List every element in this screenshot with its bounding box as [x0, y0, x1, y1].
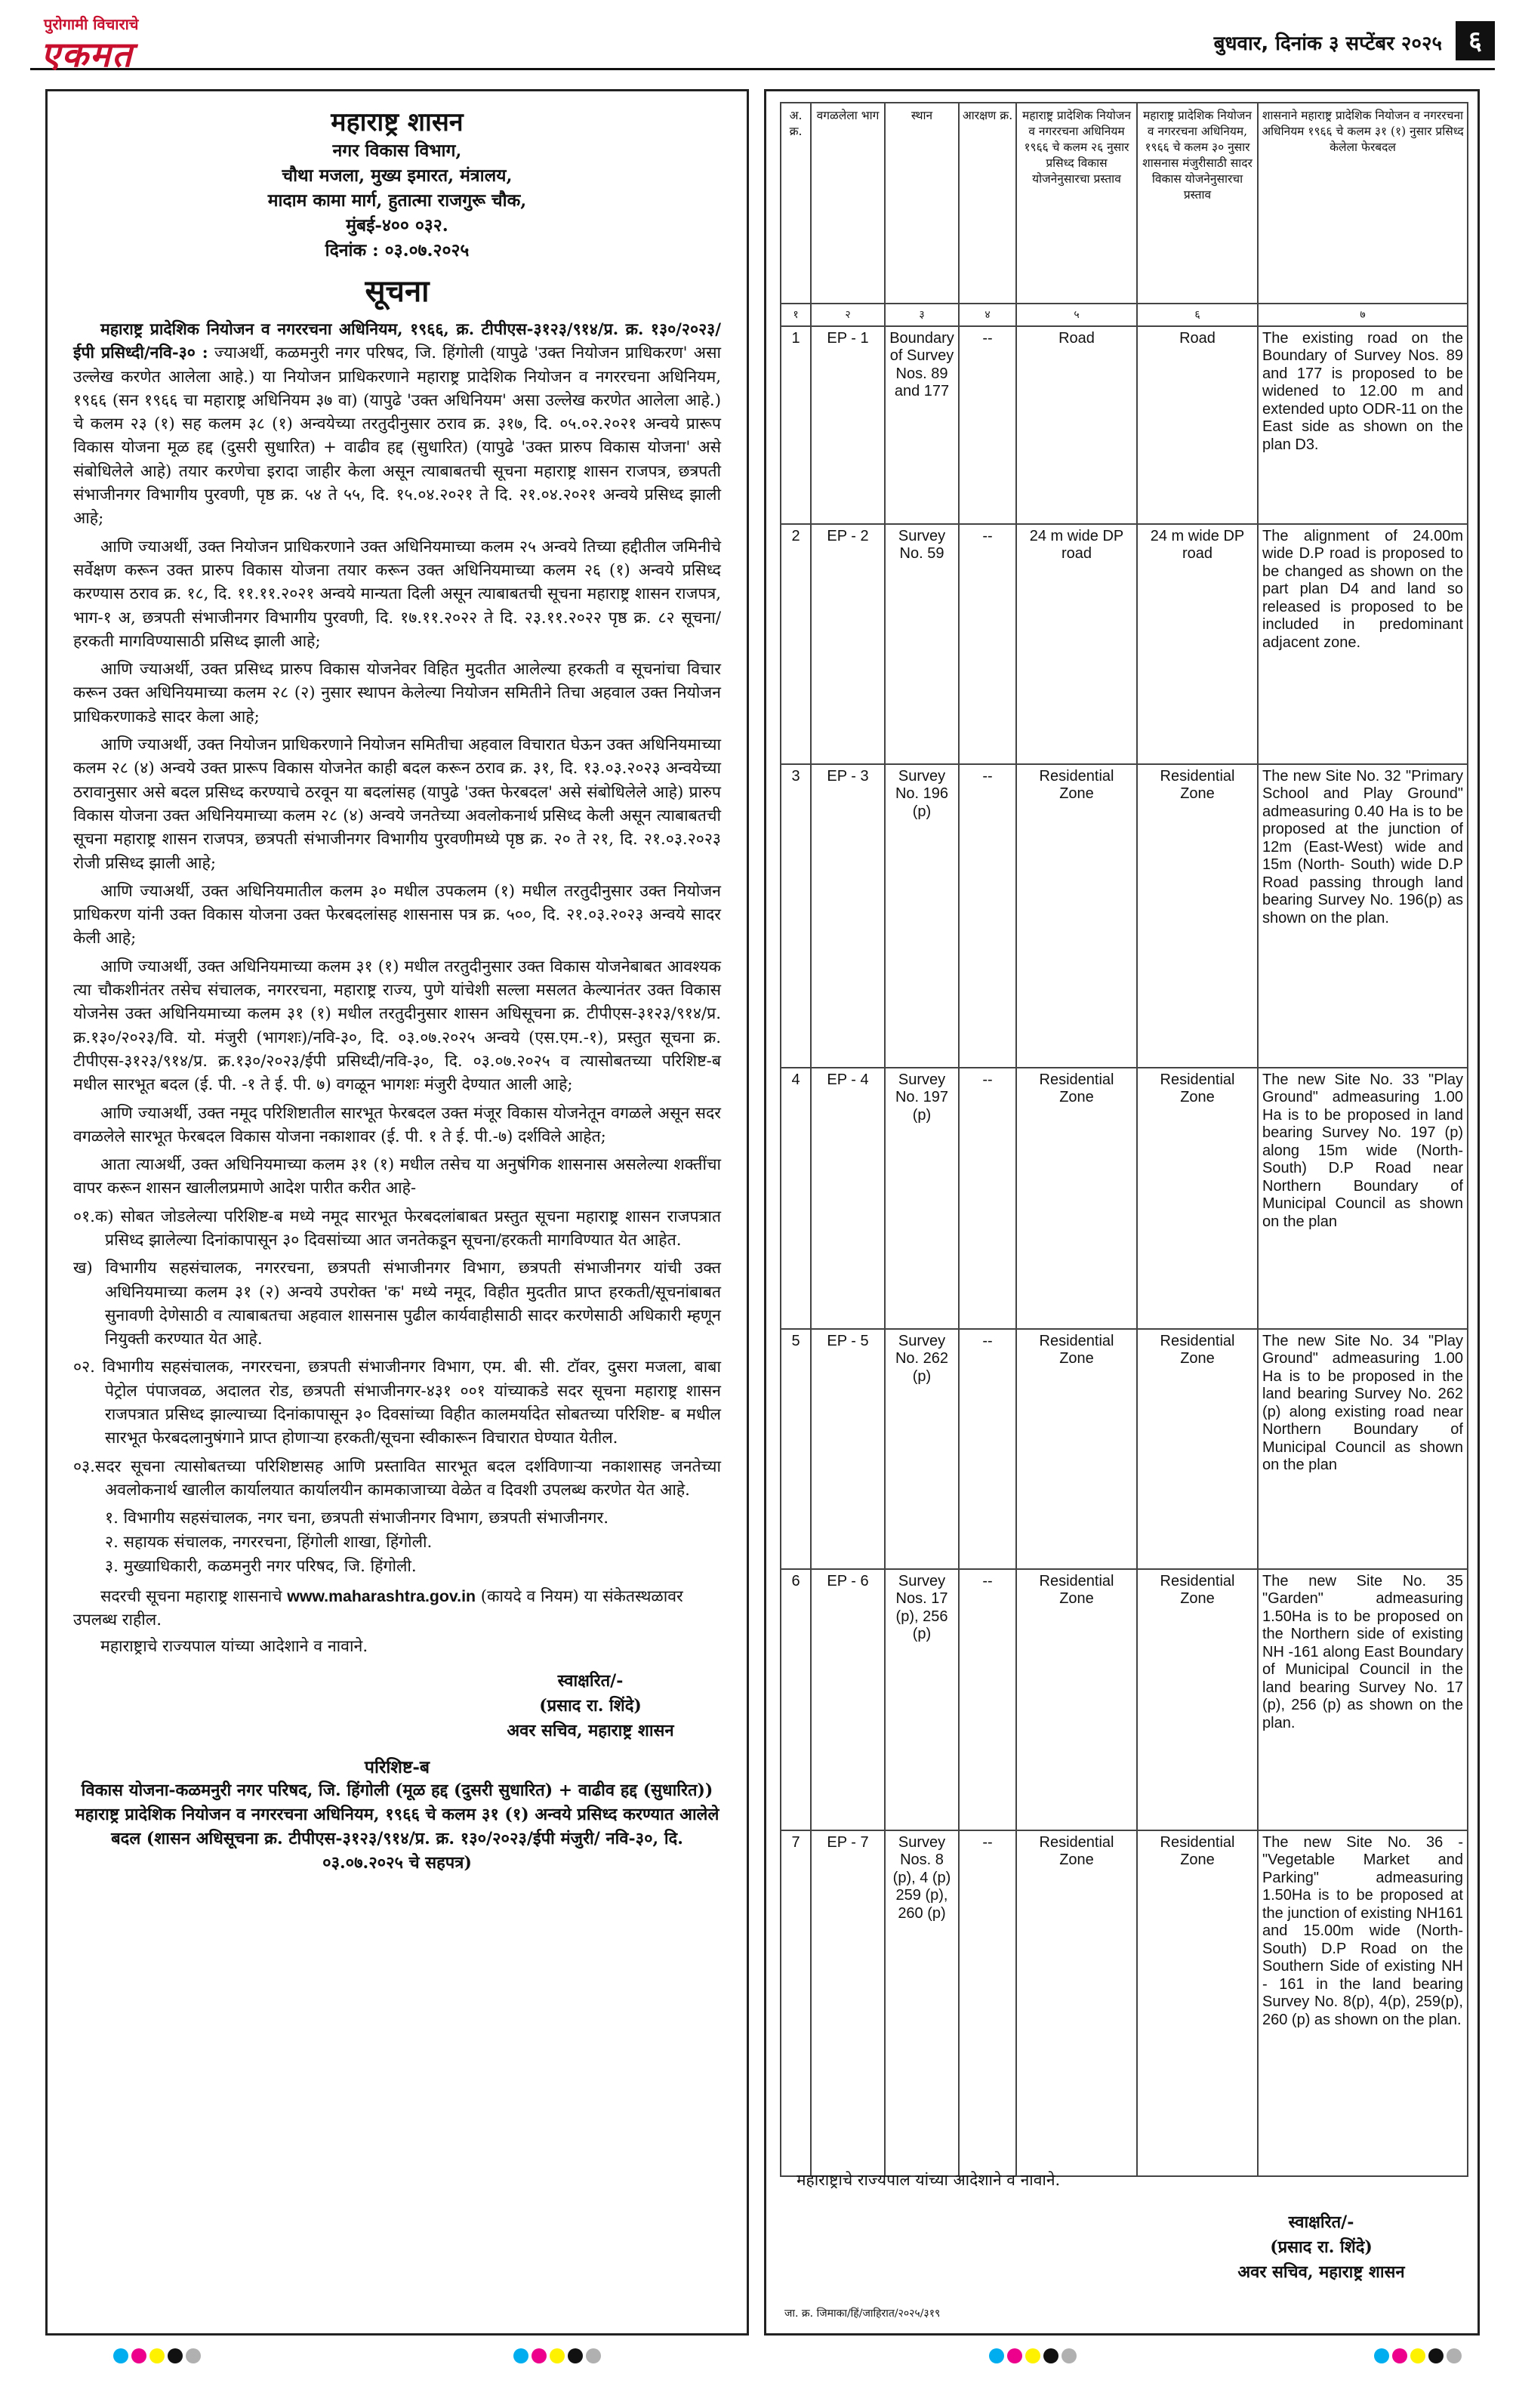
signer-designation: अवर सचिव, महाराष्ट्र शासन: [507, 1721, 674, 1741]
reservation-cell: --: [959, 1569, 1016, 1830]
governor-order: महाराष्ट्राचे राज्यपाल यांच्या आदेशाने व नावाने.: [797, 2171, 1061, 2189]
registration-marks: [113, 2348, 201, 2363]
modification-cell: The new Site No. 32 "Primary School and Play Ground" admeasuring 0.40 Ha is to be proposed at the junction of 12m (East-West) wide and 15m (North- South) wide D.P Road passing through land bearing Survey No. 196(p) as shown on the plan.: [1258, 764, 1468, 1068]
section30-proposal-cell: Residential Zone: [1137, 1569, 1258, 1830]
section30-proposal-cell: Road: [1137, 326, 1258, 524]
serial-cell: 4: [781, 1068, 811, 1329]
section26-proposal-cell: Road: [1016, 326, 1137, 524]
table-header-row: [781, 103, 1468, 304]
notice-paragraph: आणि ज्याअर्थी, उक्त नमूद परिशिष्टातील सारभूत फेरबदल उक्त मंजूर विकास योजनेतून वगळले असून सदर वगळलेले सारभूत फेरबदल विकास योजना नकाशावर (ई. पी. १ ते ई. पी.-७) दर्शविले आहेत;: [73, 1103, 721, 1146]
table-row: [781, 764, 1468, 1068]
registration-dot: [1062, 2348, 1077, 2363]
brand-tagline: पुरोगामी विचाराचे: [44, 15, 139, 33]
registration-dot: [113, 2348, 128, 2363]
excluded-part-cell: EP - 4: [811, 1068, 885, 1329]
section26-proposal-cell: 24 m wide DP road: [1016, 524, 1137, 764]
registration-dot: [586, 2348, 601, 2363]
location-cell: Boundary of Survey Nos. 89 and 177: [885, 326, 959, 524]
section26-proposal-cell: Residential Zone: [1016, 1830, 1137, 2176]
modification-cell: The existing road on the Boundary of Survey Nos. 89 and 177 is proposed to be widened to 12.00 m and extended upto ODR-11 on the East side as shown on the plan D3.: [1258, 326, 1468, 524]
column-header: शासनाने महाराष्ट्र प्रादेशिक नियोजन व नगररचना अधिनियम १९६६ चे कलम ३१ (१) नुसार प्रसिध्द केलेला फेरबदल: [1258, 103, 1468, 304]
address-line: मुंबई-४०० ०३२.: [346, 215, 448, 236]
column-number: ४: [959, 304, 1016, 326]
signer-designation: अवर सचिव, महाराष्ट्र शासन: [1237, 2262, 1405, 2282]
location-cell: Survey No. 59: [885, 524, 959, 764]
registration-marks: [1374, 2348, 1462, 2363]
column-number: ५: [1016, 304, 1137, 326]
registration-dot: [1374, 2348, 1389, 2363]
section30-proposal-cell: Residential Zone: [1137, 764, 1258, 1068]
website-link[interactable]: www.maharashtra.gov.in: [287, 1587, 476, 1606]
address-line: चौथा मजला, मुख्य इमारत, मंत्रालय,: [282, 165, 513, 186]
section26-proposal-cell: Residential Zone: [1016, 1068, 1137, 1329]
notice-paragraph: आणि ज्याअर्थी, उक्त नियोजन प्राधिकरणाने उक्त अधिनियमाच्या कलम २५ अन्वये तिच्या हद्दीतील जमिनीचे सर्वेक्षण करून उक्त प्रारुप विकास योजना तयार करून उक्त अधिनियमाच्या कलम २६ (१) अन्वये प्रसिध्द करण्यास ठराव क्र. १८, दि. ११.११.२०२१ अन्वये मान्यता दिली असून त्याबाबतची सूचना महाराष्ट्र शासन राजपत्र, भाग-१ अ, छत्रपती संभाजीनगर विभागीय पुरवणी, दि. १७.११.२०२२ ते दि. २३.११.२०२२ पृष्ठ क्र. ८२ सूचना/हरकती मागविण्यासाठी प्रसिध्द झाली आहे;: [73, 537, 721, 651]
section30-proposal-cell: Residential Zone: [1137, 1830, 1258, 2176]
location-cell: Survey No. 197 (p): [885, 1068, 959, 1329]
excluded-part-cell: EP - 7: [811, 1830, 885, 2176]
address-line: मादाम कामा मार्ग, हुतात्मा राजगुरू चौक,: [267, 190, 527, 211]
location-cell: Survey No. 196 (p): [885, 764, 959, 1068]
order-item: ख) विभागीय सहसंचालक, नगररचना, छत्रपती संभाजीनगर विभाग, छत्रपती संभाजीनगर यांची उक्त अधिनियमाच्या कलम ३१ (२) अन्वये उपरोक्त 'क' मध्ये नमूद, विहीत मुदतीत प्राप्त हरकती/सूचनांबाबत सुनावणी देणेसाठी व त्याबाबतचा अहवाल शासनास पुढील कार्यवाहीसाठी सादर करणेसाठी अधिकारी म्हणून नियुक्ती करण्यात येत आहे.: [73, 1259, 721, 1349]
notice-paragraph: आणि ज्याअर्थी, उक्त नियोजन प्राधिकरणाने नियोजन समितीचा अहवाल विचारात घेऊन उक्त अधिनियमाच्या कलम २८ (४) अन्वये उक्त प्रारूप विकास योजनेत काही बदल करून ठराव क्र. ३१, दि. १३.०३.२०२३ अन्वयेच्या ठरावानुसार असे बदल प्रसिध्द करण्याचे ठरवून या बदलांसह (यापुढे 'उक्त फेरबदल' असे संबोधिलेले आहे) प्रारुप विकास योजना उक्त अधिनियमाच्या कलम २८ (४) अन्वये जनतेच्या अवलोकनार्थ प्रसिध्द केली असून त्याबाबतची सूचना महाराष्ट्र शासन राजपत्र, छत्रपती संभाजीनगर विभागीय पुरवणीमध्ये पृष्ठ क्र. २० ते २१, दि. २१.०३.२०२३ रोजी प्रसिध्द झाली आहे;: [73, 735, 721, 873]
registration-dot: [1392, 2348, 1407, 2363]
location-cell: Survey Nos. 8 (p), 4 (p) 259 (p), 260 (p): [885, 1830, 959, 2176]
annex-title: परिशिष्ट-ब: [364, 1757, 430, 1778]
website-note-text: (कायदे व नियम) या संकेतस्थळावर उपलब्ध राहील.: [73, 1587, 683, 1630]
column-number-row: [781, 304, 1468, 326]
registration-dot: [532, 2348, 547, 2363]
reservation-cell: --: [959, 764, 1016, 1068]
notice-reference: महाराष्ट्र प्रादेशिक नियोजन व नगररचना अधिनियम, १९६६, क्र. टीपीएस-३१२३/९१४/प्र. क्र. १३०/२०२३/ईपी प्रसिध्दी/नवि-३० :: [73, 320, 721, 363]
notice-paragraph: [73, 318, 721, 531]
registration-dot: [1025, 2348, 1040, 2363]
table-row: [781, 1068, 1468, 1329]
section26-proposal-cell: Residential Zone: [1016, 1569, 1137, 1830]
modification-cell: The alignment of 24.00m wide D.P road is proposed to be changed as shown on the part plan D4 and land so released is proposed to be included in predominant adjacent zone.: [1258, 524, 1468, 764]
serial-cell: 5: [781, 1329, 811, 1569]
modification-cell: The new Site No. 36 - "Vegetable Market and Parking" admeasuring 1.50Ha is to be proposed at the junction of existing NH161 and 15.00m wide (North-South) D.P Road on the Southern Side of existing NH - 161 in the land bearing Survey No. 8(p), 4(p), 259(p), 260 (p) as shown on the plan.: [1258, 1830, 1468, 2176]
issue-date: बुधवार, दिनांक ३ सप्टेंबर २०२५: [1213, 32, 1442, 55]
registration-marks: [513, 2348, 601, 2363]
office-item: २. सहायक संचालक, नगररचना, हिंगोली शाखा, हिंगोली.: [105, 1533, 433, 1552]
governor-order: महाराष्ट्राचे राज्यपाल यांच्या आदेशाने व नावाने.: [100, 1637, 368, 1657]
excluded-part-cell: EP - 3: [811, 764, 885, 1068]
signer-name: (प्रसाद रा. शिंदे): [539, 1696, 642, 1716]
reservation-cell: --: [959, 1329, 1016, 1569]
location-cell: Survey No. 262 (p): [885, 1329, 959, 1569]
notice-date: दिनांक : ०३.०७.२०२५: [325, 240, 470, 261]
column-header: स्थान: [885, 103, 959, 304]
notice-paragraph: आणि ज्याअर्थी, उक्त अधिनियमाच्या कलम ३१ (१) मधील तरतुदीनुसार उक्त विकास योजनेबाबत आवश्यक त्या चौकशीनंतर तसेच संचालक, नगररचना, महाराष्ट्र राज्य, पुणे यांचेशी सल्ला मसलत केल्यानंतर उक्त विकास योजनेस उक्त अधिनियमाच्या कलम ३१ (१) मधील तरतुदीनुसार शासन अधिसूचना क्र. टीपीएस-३१२३/९१४/प्र. क्र.१३०/२०२३/वि. यो. मंजुरी (भागशः)/नवि-३०, दि. ०३.०७.२०२५ अन्वये (एस.एम.-१), प्रस्तुत सूचना क्र. टीपीएस-३१२३/९१४/प्र. क्र.१३०/२०२३/ईपी प्रसिध्दी/नवि-३०, दि. ०३.०७.२०२५ व त्यासोबतच्या परिशिष्ट-ब मधील सारभूत बदल (ई. पी. -१ ते ई. पी. ७) वगळून भागशः मंजुरी देण्यात आली आहे;: [73, 957, 721, 1095]
registration-dot: [568, 2348, 583, 2363]
section26-proposal-cell: Residential Zone: [1016, 1329, 1137, 1569]
column-number: २: [811, 304, 885, 326]
registration-dot: [1428, 2348, 1444, 2363]
table-row: [781, 524, 1468, 764]
order-item: ०१.क) सोबत जोडलेल्या परिशिष्ट-ब मध्ये नमूद सारभूत फेरबदलांबाबत प्रस्तुत सूचना महाराष्ट्र शासन राजपत्रात प्रसिध्द झालेल्या दिनांकापासून ३० दिवसांच्या आत जनतेकडून सूचना/हरकती मागविण्यात येत आहेत.: [73, 1207, 721, 1250]
location-cell: Survey Nos. 17 (p), 256 (p): [885, 1569, 959, 1830]
office-item: १. विभागीय सहसंचालक, नगर चना, छत्रपती संभाजीनगर विभाग, छत्रपती संभाजीनगर.: [105, 1509, 609, 1528]
table-row: [781, 1830, 1468, 2176]
column-header: अ. क्र.: [781, 103, 811, 304]
column-header: महाराष्ट्र प्रादेशिक नियोजन व नगररचना अधिनियम १९६६ चे कलम २६ नुसार प्रसिध्द विकास योजनेनुसारचा प्रस्ताव: [1016, 103, 1137, 304]
section30-proposal-cell: Residential Zone: [1137, 1068, 1258, 1329]
reservation-cell: --: [959, 1068, 1016, 1329]
address-line: नगर विकास विभाग,: [332, 140, 462, 161]
serial-cell: 3: [781, 764, 811, 1068]
serial-cell: 2: [781, 524, 811, 764]
modification-cell: The new Site No. 35 "Garden" admeasuring 1.50Ha is to be proposed on the Northern side of existing NH -161 along East Boundary of Municipal Council in the land bearing Survey No. 17 (p), 256 (p) as shown on the plan.: [1258, 1569, 1468, 1830]
excluded-part-cell: EP - 1: [811, 326, 885, 524]
signature-line: स्वाक्षरित/-: [1288, 2212, 1354, 2232]
registration-dot: [1410, 2348, 1425, 2363]
signature-block: [466, 1669, 715, 1744]
column-header: महाराष्ट्र प्रादेशिक नियोजन व नगररचना अधिनियम, १९६६ चे कलम ३० नुसार शासनास मंजुरीसाठी सादर विकास योजनेनुसारचा प्रस्ताव: [1137, 103, 1258, 304]
notice-column: [45, 89, 749, 2336]
serial-cell: 6: [781, 1569, 811, 1830]
excluded-part-cell: EP - 5: [811, 1329, 885, 1569]
table-row: [781, 326, 1468, 524]
advertisement-code: जा. क्र. जिमाका/हिं/जाहिरात/२०२५/३१९: [784, 2308, 941, 2320]
excluded-part-cell: EP - 6: [811, 1569, 885, 1830]
registration-marks: [989, 2348, 1077, 2363]
registration-dot: [513, 2348, 528, 2363]
section30-proposal-cell: Residential Zone: [1137, 1329, 1258, 1569]
section26-proposal-cell: Residential Zone: [1016, 764, 1137, 1068]
modification-cell: The new Site No. 33 "Play Ground" admeasuring 1.00 Ha is to be proposed in land bearing Survey No. 197 (p) along 15m wide (North- South) D.P Road near Northern Boundary of Municipal Council as shown on the plan: [1258, 1068, 1468, 1329]
order-item: ०२. विभागीय सहसंचालक, नगररचना, छत्रपती संभाजीनगर विभाग, एम. बी. सी. टॉवर, दुसरा मजला, बाबा पेट्रोल पंपाजवळ, अदालत रोड, छत्रपती संभाजीनगर-४३१ ००१ यांच्याकडे सदर सूचना महाराष्ट्र शासन राजपत्रात प्रसिध्द झाल्याच्या दिनांकापासून ३० दिवसांच्या विहीत कालमर्यादेत सोबतच्या परिशिष्ट- ब मधील सारभूत फेरबदलानुषंगाने प्राप्त होणाऱ्या हरकती/सूचना स्वीकारून विचारात घेण्यात येतील.: [73, 1358, 721, 1448]
modification-table: [780, 102, 1468, 2177]
notice-paragraph: आणि ज्याअर्थी, उक्त प्रसिध्द प्रारुप विकास योजनेवर विहित मुदतीत आलेल्या हरकती व सूचनांचा विचार करून उक्त अधिनियमाच्या कलम २८ (२) नुसार स्थापन केलेल्या नियोजन समितीने तिचा अहवाल उक्त नियोजन प्राधिकरणाकडे सादर केला आहे;: [73, 660, 722, 726]
annex-table-column: [764, 89, 1480, 2336]
column-header: आरक्षण क्र.: [959, 103, 1016, 304]
section30-proposal-cell: 24 m wide DP road: [1137, 524, 1258, 764]
column-number: १: [781, 304, 811, 326]
office-item: ३. मुख्याधिकारी, कळमनुरी नगर परिषद, जि. हिंगोली.: [105, 1557, 417, 1577]
notice-title: सूचना: [365, 273, 430, 309]
table-row: [781, 1329, 1468, 1569]
page-number: ६: [1456, 21, 1495, 60]
registration-dot: [989, 2348, 1004, 2363]
notice-address: [73, 138, 721, 263]
registration-dot: [168, 2348, 183, 2363]
registration-dot: [149, 2348, 165, 2363]
website-note-text: सदरची सूचना महाराष्ट्र शासनाचे: [100, 1587, 282, 1607]
order-item: ०३.सदर सूचना त्यासोबतच्या परिशिष्टासह आणि प्रस्तावित सारभूत बदल दर्शविणाऱ्या नकाशासह जनतेच्या अवलोकनार्थ खालील कार्यालयात कार्यालयीन कामकाजाच्या वेळेत व दिवशी उपलब्ध करणेत येत आहे.: [73, 1457, 721, 1500]
registration-dot: [550, 2348, 565, 2363]
registration-dot: [131, 2348, 146, 2363]
registration-dot: [1043, 2348, 1058, 2363]
registration-dot: [1007, 2348, 1022, 2363]
notice-government: महाराष्ट्र शासन: [331, 107, 464, 137]
serial-cell: 7: [781, 1830, 811, 2176]
signature-block: [1197, 2210, 1446, 2285]
column-number: ३: [885, 304, 959, 326]
modification-cell: The new Site No. 34 "Play Ground" admeasuring 1.00 Ha is to be proposed in the land bearing Survey No. 262 (p) along existing road near Northern Boundary of Municipal Council as shown on the plan: [1258, 1329, 1468, 1569]
serial-cell: 1: [781, 326, 811, 524]
column-number: ६: [1137, 304, 1258, 326]
registration-dot: [186, 2348, 201, 2363]
annex-description: विकास योजना-कळमनुरी नगर परिषद, जि. हिंगोली (मूळ हद्द (दुसरी सुधारित) + वाढीव हद्द (सुधारित)) महाराष्ट्र प्रादेशिक नियोजन व नगररचना अधिनियम, १९६६ चे कलम ३१ (१) अन्वये प्रसिध्द करण्यात आलेले बदल (शासन अधिसूचना क्र. टीपीएस-३१२३/९१४/प्र. क्र. १३०/२०२३/ईपी मंजुरी/ नवि-३०, दि. ०३.०७.२०२५ चे सहपत्र): [75, 1781, 719, 1873]
paragraph-text: ज्याअर्थी, कळमनुरी नगर परिषद, जि. हिंगोली (यापुढे 'उक्त नियोजन प्राधिकरण' असा उल्लेख करणेत आलेला आहे.) या नियोजन प्राधिकरणाने महाराष्ट्र प्रादेशिक नियोजन व नगररचना अधिनियम, १९६६ (सन १९६६ चा महाराष्ट्र अधिनियम ३७ वा) (यापुढे 'उक्त अधिनियम' असा उल्लेख करणेत आलेला आहे.) चे कलम २३ (१) सह कलम ३८ (१) अन्वयेच्या तरतुदीनुसार ठराव क्र. ३१७, दि. ०५.०२.२०२१ अन्वये प्रारूप विकास योजना मूळ हद्द (दुसरी सुधारित) + वाढीव हद्द (सुधारित) (यापुढे 'उक्त प्रारुप विकास योजना' असे संबोधिलेले आहे) तयार करणेचा इरादा जाहीर केला असून त्याबाबतची सूचना महाराष्ट्र शासन राजपत्र, छत्रपती संभाजीनगर विभागीय पुरवणी, पृष्ठ क्र. ५४ ते ५५, दि. १५.०४.२०२१ ते दि. २१.०४.२०२१ अन्वये प्रसिध्द झाली आहे;: [73, 344, 721, 529]
reservation-cell: --: [959, 1830, 1016, 2176]
reservation-cell: --: [959, 524, 1016, 764]
signature-line: स्वाक्षरित/-: [557, 1671, 624, 1691]
reservation-cell: --: [959, 326, 1016, 524]
table-body: [781, 326, 1468, 2176]
signer-name: (प्रसाद रा. शिंदे): [1270, 2237, 1373, 2257]
column-number: ७: [1258, 304, 1468, 326]
column-header: वगळलेला भाग: [811, 103, 885, 304]
registration-dot: [1447, 2348, 1462, 2363]
notice-paragraph: आणि ज्याअर्थी, उक्त अधिनियमातील कलम ३० मधील उपकलम (१) मधील तरतुदीनुसार उक्त नियोजन प्राधिकरण यांनी उक्त विकास योजना उक्त फेरबदलांसह शासनास पत्र क्र. ५००, दि. २१.०३.२०२३ अन्वये सादर केली आहे;: [73, 881, 721, 948]
table-row: [781, 1569, 1468, 1830]
brand-logo: एकमत: [41, 34, 134, 75]
masthead: [30, 8, 1495, 75]
excluded-part-cell: EP - 2: [811, 524, 885, 764]
website-note: [73, 1585, 721, 1632]
notice-paragraph: आता त्याअर्थी, उक्त अधिनियमाच्या कलम ३१ (१) मधील तसेच या अनुषंगिक शासनास असलेल्या शक्तींचा वापर करून शासन खालीलप्रमाणे आदेश पारीत करीत आहे-: [73, 1155, 721, 1198]
